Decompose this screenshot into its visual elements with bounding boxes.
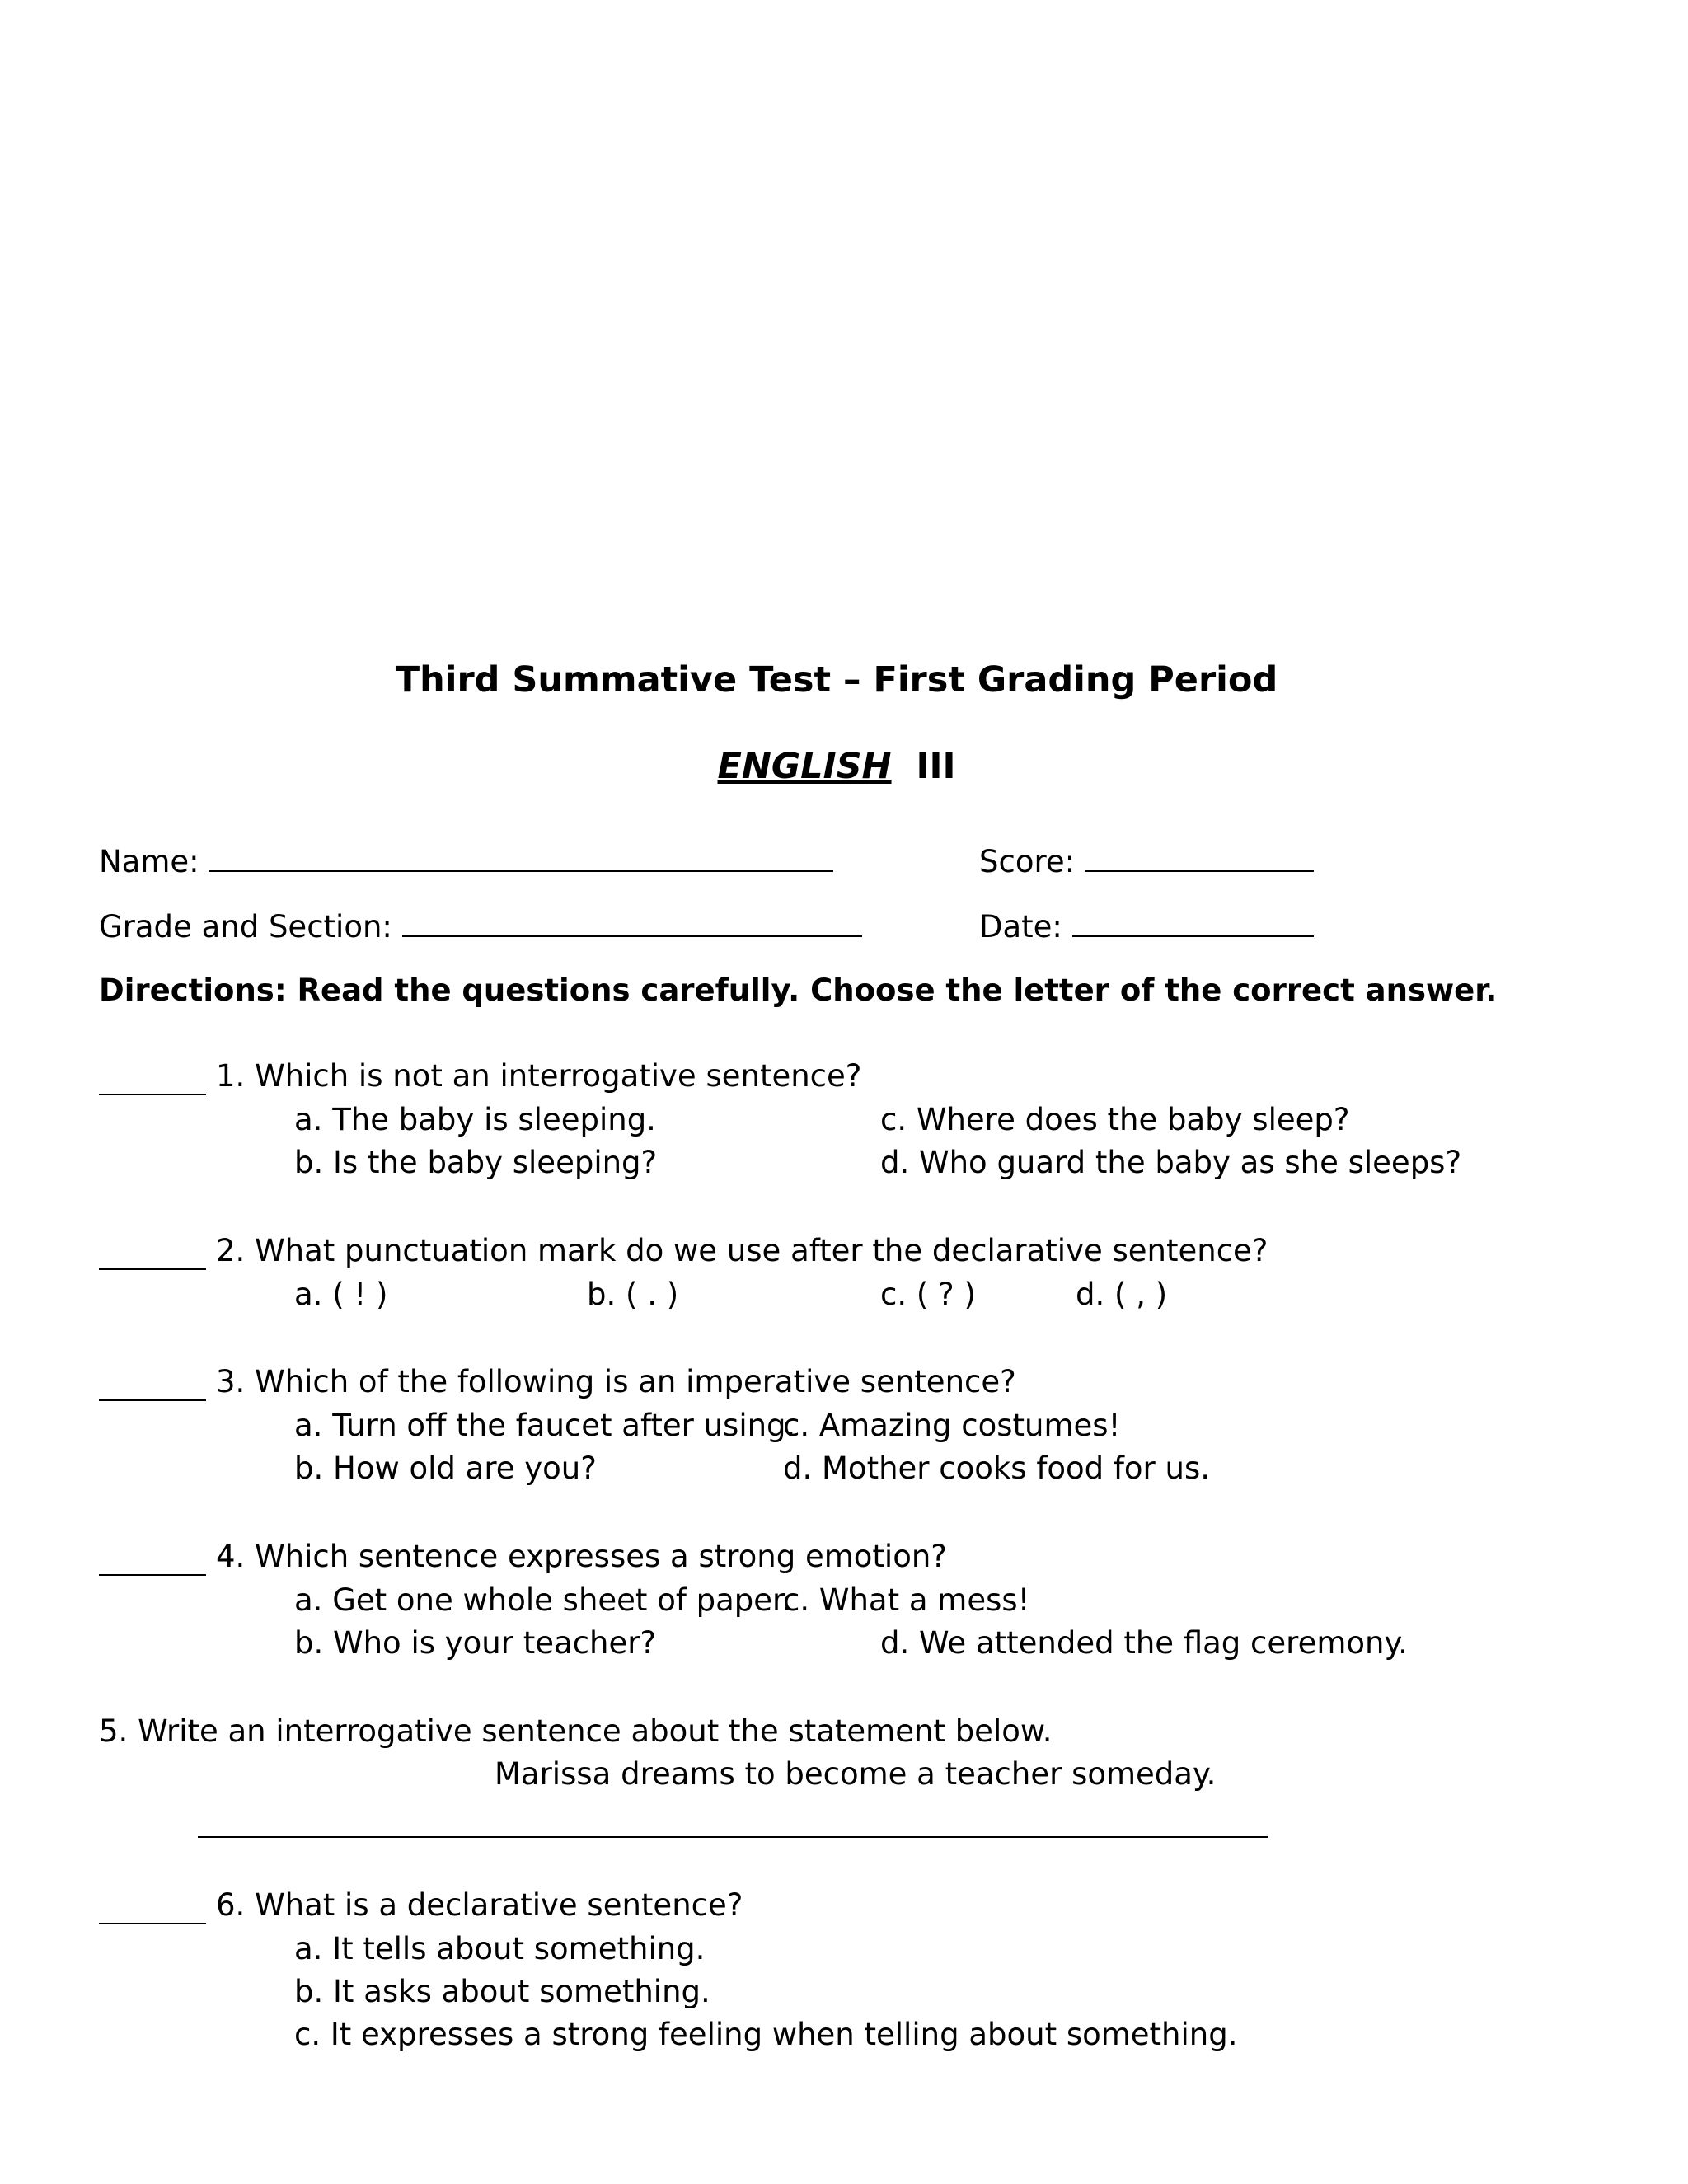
question-3: 3. Which of the following is an imperative sentence? xyxy=(216,1364,1016,1399)
name-label: Name: xyxy=(99,844,199,879)
question-2: 2. What punctuation mark do we use after the declarative sentence? xyxy=(216,1233,1268,1268)
q2-choice-c: c. ( ? ) xyxy=(880,1277,976,1312)
date-blank[interactable] xyxy=(1072,907,1314,937)
q4-choice-c: c. What a mess! xyxy=(783,1582,1030,1618)
score-field[interactable] xyxy=(979,842,1314,880)
q6-choice-a: a. It tells about something. xyxy=(294,1931,706,1966)
q2-choice-a: a. ( ! ) xyxy=(294,1277,388,1312)
subject-heading xyxy=(0,746,1673,789)
q4-choice-d: d. We attended the flag ceremony. xyxy=(880,1625,1408,1661)
grade-section-blank[interactable] xyxy=(402,907,862,937)
q3-choice-a: a. Turn off the faucet after using. xyxy=(294,1408,796,1443)
question-6: 6. What is a declarative sentence? xyxy=(216,1887,743,1923)
answer-blank-2[interactable] xyxy=(99,1268,206,1270)
test-title: Third Summative Test – First Grading Period xyxy=(395,659,1278,701)
answer-blank-3[interactable] xyxy=(99,1399,206,1401)
subject-level: III xyxy=(916,746,956,787)
q6-choice-c: c. It expresses a strong feeling when telling about something. xyxy=(294,2017,1238,2052)
q3-choice-d: d. Mother cooks food for us. xyxy=(783,1451,1211,1486)
score-blank[interactable] xyxy=(1085,842,1314,872)
question-5: 5. Write an interrogative sentence about the statement below. xyxy=(99,1713,1053,1749)
q2-choice-b: b. ( . ) xyxy=(587,1277,679,1312)
q1-choice-b: b. Is the baby sleeping? xyxy=(294,1145,658,1180)
score-label: Score: xyxy=(979,844,1076,879)
name-field[interactable] xyxy=(99,842,833,880)
date-label: Date: xyxy=(979,909,1062,944)
q1-choice-c: c. Where does the baby sleep? xyxy=(880,1102,1350,1137)
grade-section-label: Grade and Section: xyxy=(99,909,392,944)
question-4: 4. Which sentence expresses a strong emotion? xyxy=(216,1539,947,1574)
q5-statement: Marissa dreams to become a teacher someday. xyxy=(495,1756,1217,1792)
q5-answer-line[interactable] xyxy=(198,1836,1268,1838)
q4-choice-b: b. Who is your teacher? xyxy=(294,1625,657,1661)
q3-choice-b: b. How old are you? xyxy=(294,1451,597,1486)
question-1: 1. Which is not an interrogative sentence? xyxy=(216,1058,862,1094)
q4-choice-a: a. Get one whole sheet of paper. xyxy=(294,1582,792,1618)
answer-blank-6[interactable] xyxy=(99,1923,206,1924)
date-field[interactable] xyxy=(979,907,1314,945)
q2-choice-d: d. ( , ) xyxy=(1076,1277,1168,1312)
subject-name: ENGLISH xyxy=(717,746,892,787)
q3-choice-c: c. Amazing costumes! xyxy=(783,1408,1121,1443)
grade-section-field[interactable] xyxy=(99,907,862,945)
name-blank[interactable] xyxy=(209,842,833,872)
q6-choice-b: b. It asks about something. xyxy=(294,1974,710,2009)
q1-choice-d: d. Who guard the baby as she sleeps? xyxy=(880,1145,1462,1180)
directions: Directions: Read the questions carefully. Choose the letter of the correct answer. xyxy=(99,972,1498,1008)
answer-blank-1[interactable] xyxy=(99,1094,206,1095)
q1-choice-a: a. The baby is sleeping. xyxy=(294,1102,656,1137)
answer-blank-4[interactable] xyxy=(99,1574,206,1576)
